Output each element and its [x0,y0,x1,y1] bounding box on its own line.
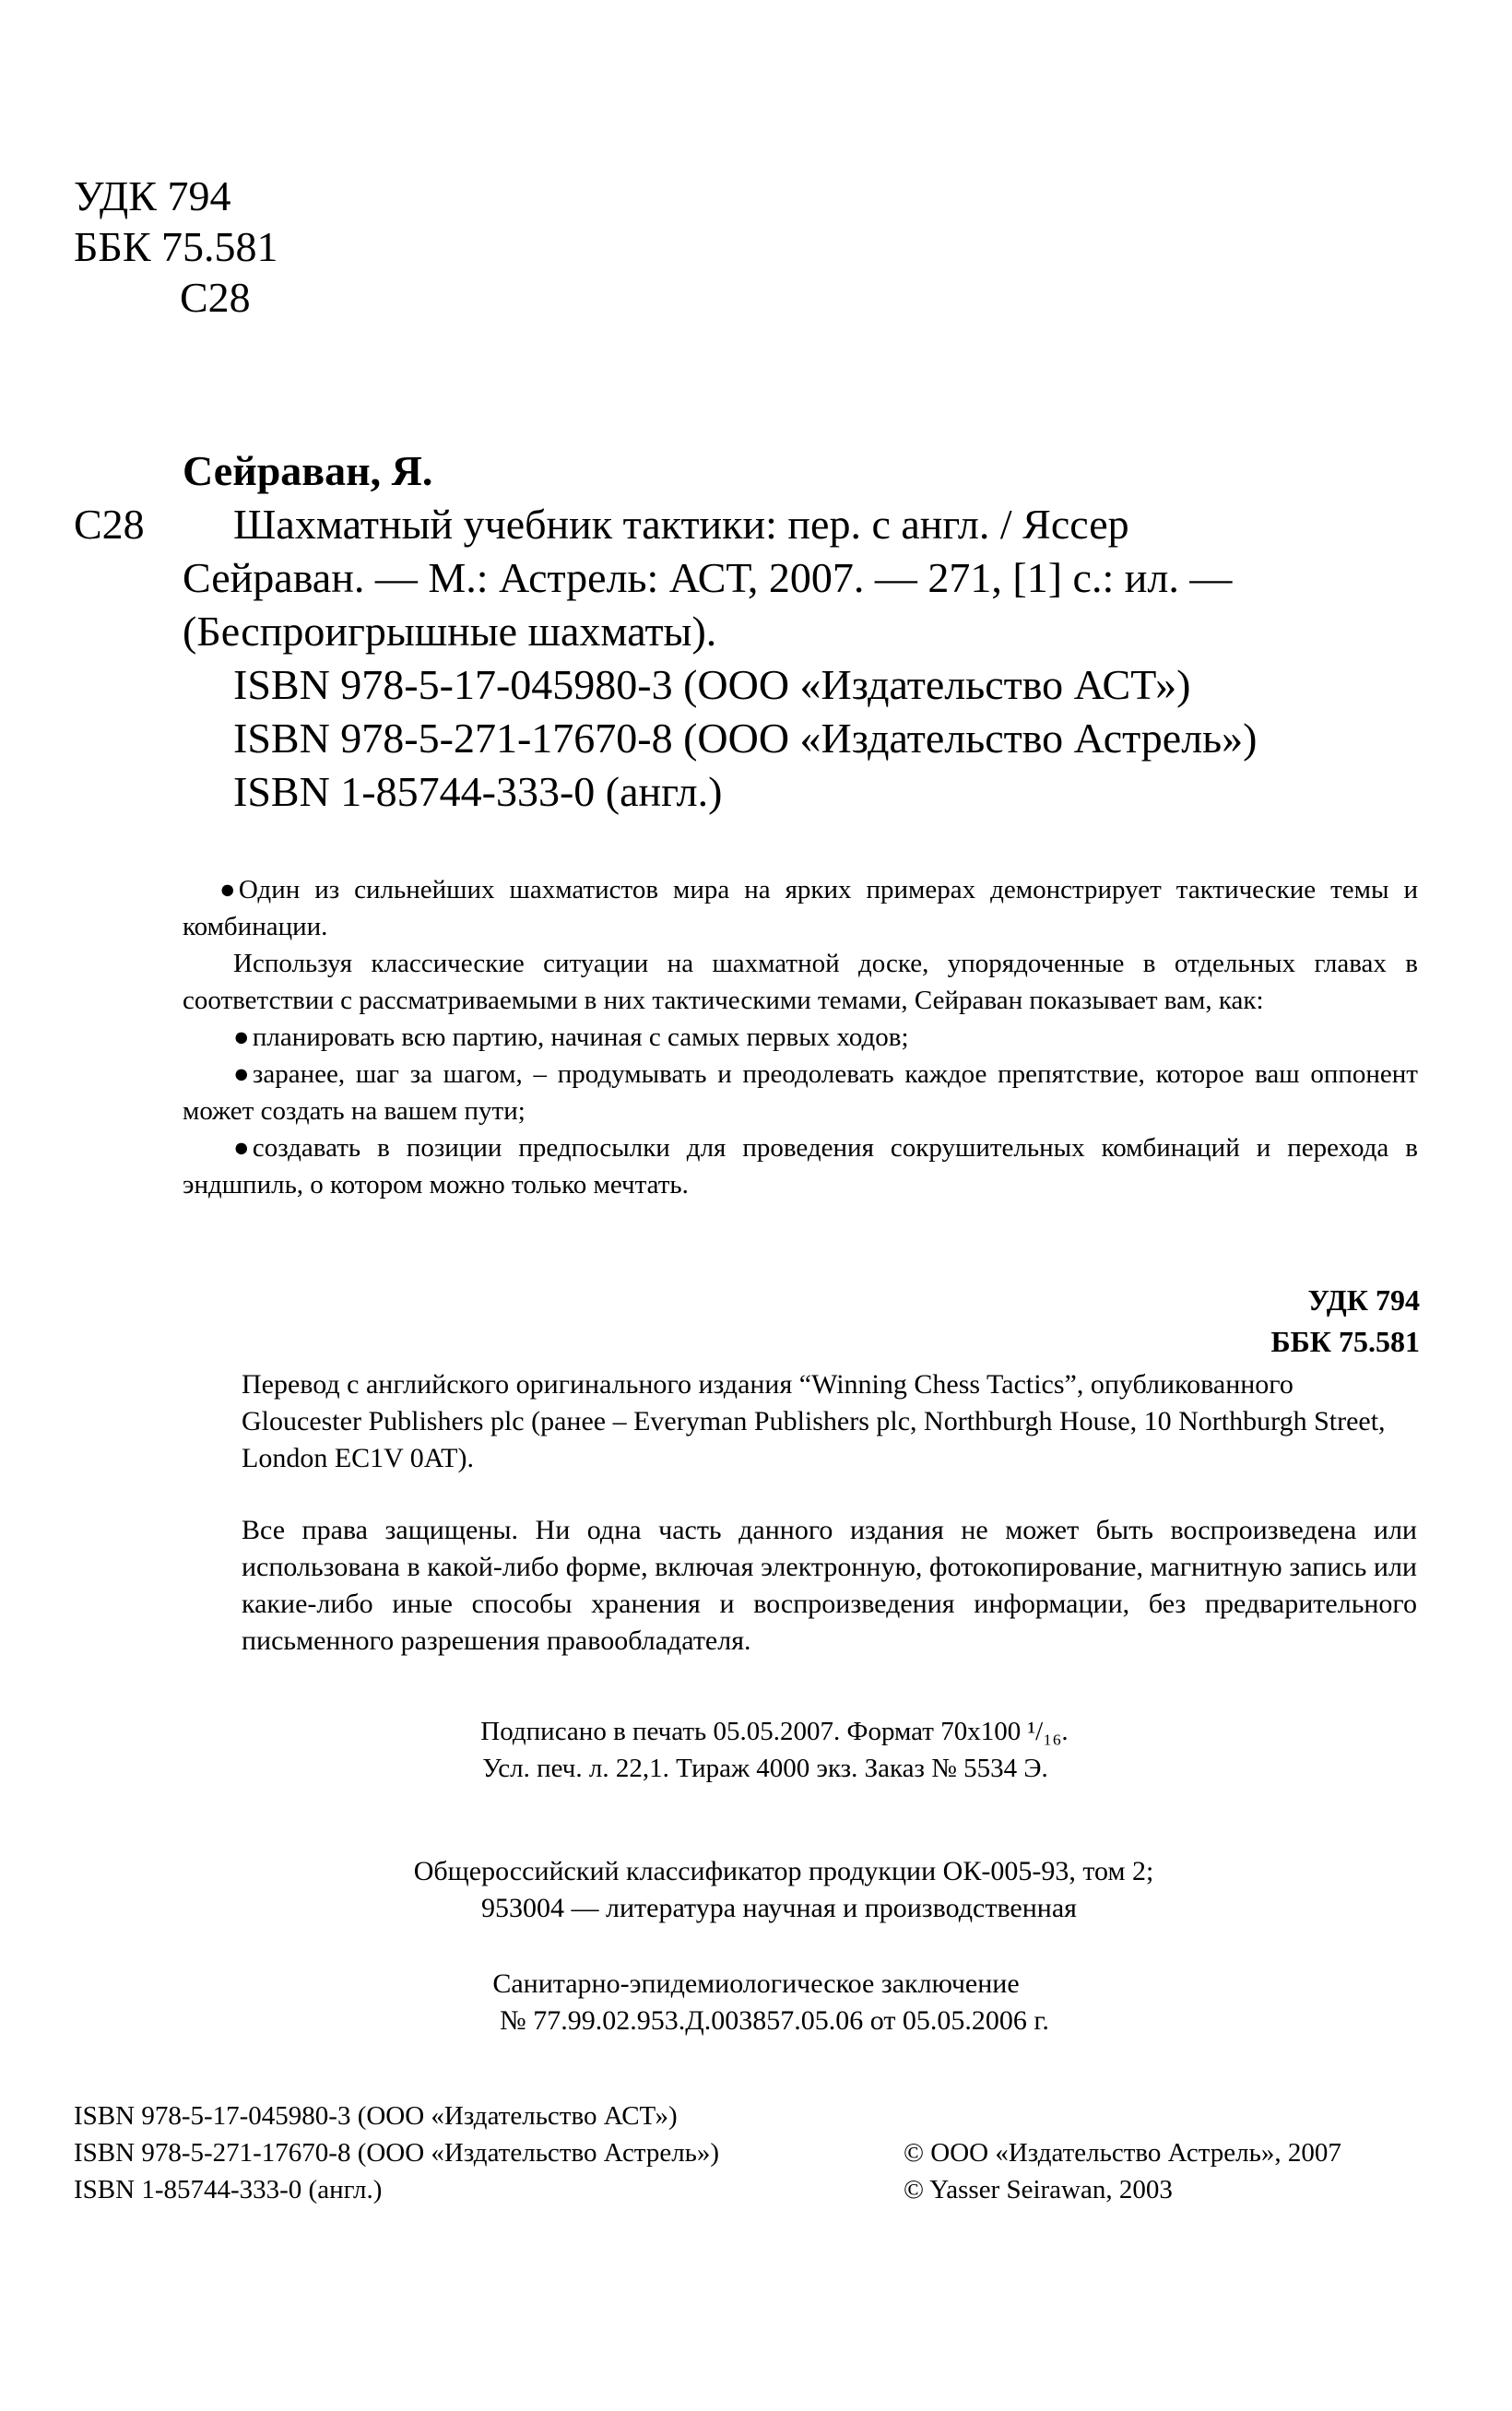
isbn-line: ISBN 1-85744-333-0 (англ.) [233,768,723,815]
sanitary-certificate [0,1966,1512,2039]
classification-right [1014,1280,1420,1363]
translation-note: Перевод с английского оригинального издания “Winning Chess Tactics”, опубликованного Gloucester Publishers plc (ранее – Everyman Publishers plc, Northburgh House, 10 Northburgh Street, London EC1V 0AT). [242,1369,1386,1473]
classification-block [74,171,278,323]
annotation-intro: ● Один из сильнейших шахматистов мира на ярких примерах демонстрирует тактические темы и комбинации. [183,871,1418,945]
footer-isbn-line: ISBN 978-5-271-17670-8 (ООО «Издательство Астрель») [74,2138,720,2168]
bib-line: Сейраван. — М.: Астрель: АСТ, 2007. — 271, [1] с.: ил. — [183,554,1233,601]
okp-line: 953004 — литература научная и производственная [481,1893,1077,1923]
udk-code-right: УДК 794 [1307,1283,1420,1317]
footer-isbn-line: ISBN 978-5-17-045980-3 (ООО «Издательство АСТ») [74,2101,678,2131]
annotation-body: Используя классические ситуации на шахматной доске, упорядоченные в отдельных главах в соответствии с рассматриваемыми в них тактическими темами, Сейраван показывает вам, как: [183,949,1418,1015]
isbn-line: ISBN 978-5-17-045980-3 (ООО «Издательство АСТ») [233,661,1191,708]
bibliographic-record [183,498,1372,819]
print-info-line: Подписано в печать 05.05.2007. Формат 70x100 ¹/₁₆. [480,1717,1069,1746]
bbk-code-right: ББК 75.581 [1270,1325,1420,1358]
bib-line: Шахматный учебник тактики: пер. с англ. / Яссер [233,501,1129,548]
bbk-code: ББК 75.581 [74,223,278,270]
sanitary-line: № 77.99.02.953.Д.003857.05.06 от 05.05.2006 г. [500,2005,1049,2036]
footer-isbn [74,2098,719,2208]
footer-copyright [904,2134,1341,2208]
print-info [0,1713,1512,1787]
isbn-line: ISBN 978-5-271-17670-8 (ООО «Издательство Астрель») [233,715,1258,762]
product-classifier [0,1853,1512,1927]
sanitary-line: Санитарно-эпидемиологическое заключение [492,1968,1020,1999]
bullet-icon: ● [233,1022,250,1052]
side-author-mark: С28 [74,501,145,548]
bib-line: (Беспроигрышные шахматы). [183,608,717,655]
footer-isbn-line: ISBN 1-85744-333-0 (англ.) [74,2175,383,2204]
author-mark: С28 [180,274,251,321]
copyright-line: © Yasser Seirawan, 2003 [904,2175,1173,2204]
udk-code: УДК 794 [74,172,231,219]
annotation-item: ● планировать всю партию, начиная с самых первых ходов; [183,1019,1418,1056]
annotation [183,871,1418,1203]
rights-note: Все права защищены. Ни одна часть данного издания не может быть воспроизведена или использована в какой-либо форме, включая электронную, фотокопирование, магнитную запись или какие-либо иные способы хранения и воспроизведения информации, без предварительного письменного разрешения правообладателя. [242,1515,1417,1656]
print-info-line: Усл. печ. л. 22,1. Тираж 4000 экз. Заказ № 5534 Э. [482,1754,1048,1783]
copyright-line: © ООО «Издательство Астрель», 2007 [904,2138,1341,2168]
annotation-item: ● заранее, шаг за шагом, – продумывать и преодолевать каждое препятствие, которое ваш оппонент может создать на вашем пути; [183,1056,1418,1129]
author-name: Сейраван, Я. [183,447,433,494]
bullet-icon: ● [233,1059,250,1089]
bullet-icon: ● [233,1133,250,1163]
bullet-icon: ● [219,875,236,904]
annotation-item: ● создавать в позиции предпосылки для проведения сокрушительных комбинаций и перехода в эндшпиль, о котором можно только мечтать. [183,1129,1418,1203]
okp-line: Общероссийский классификатор продукции ОК-005-93, том 2; [413,1856,1154,1886]
